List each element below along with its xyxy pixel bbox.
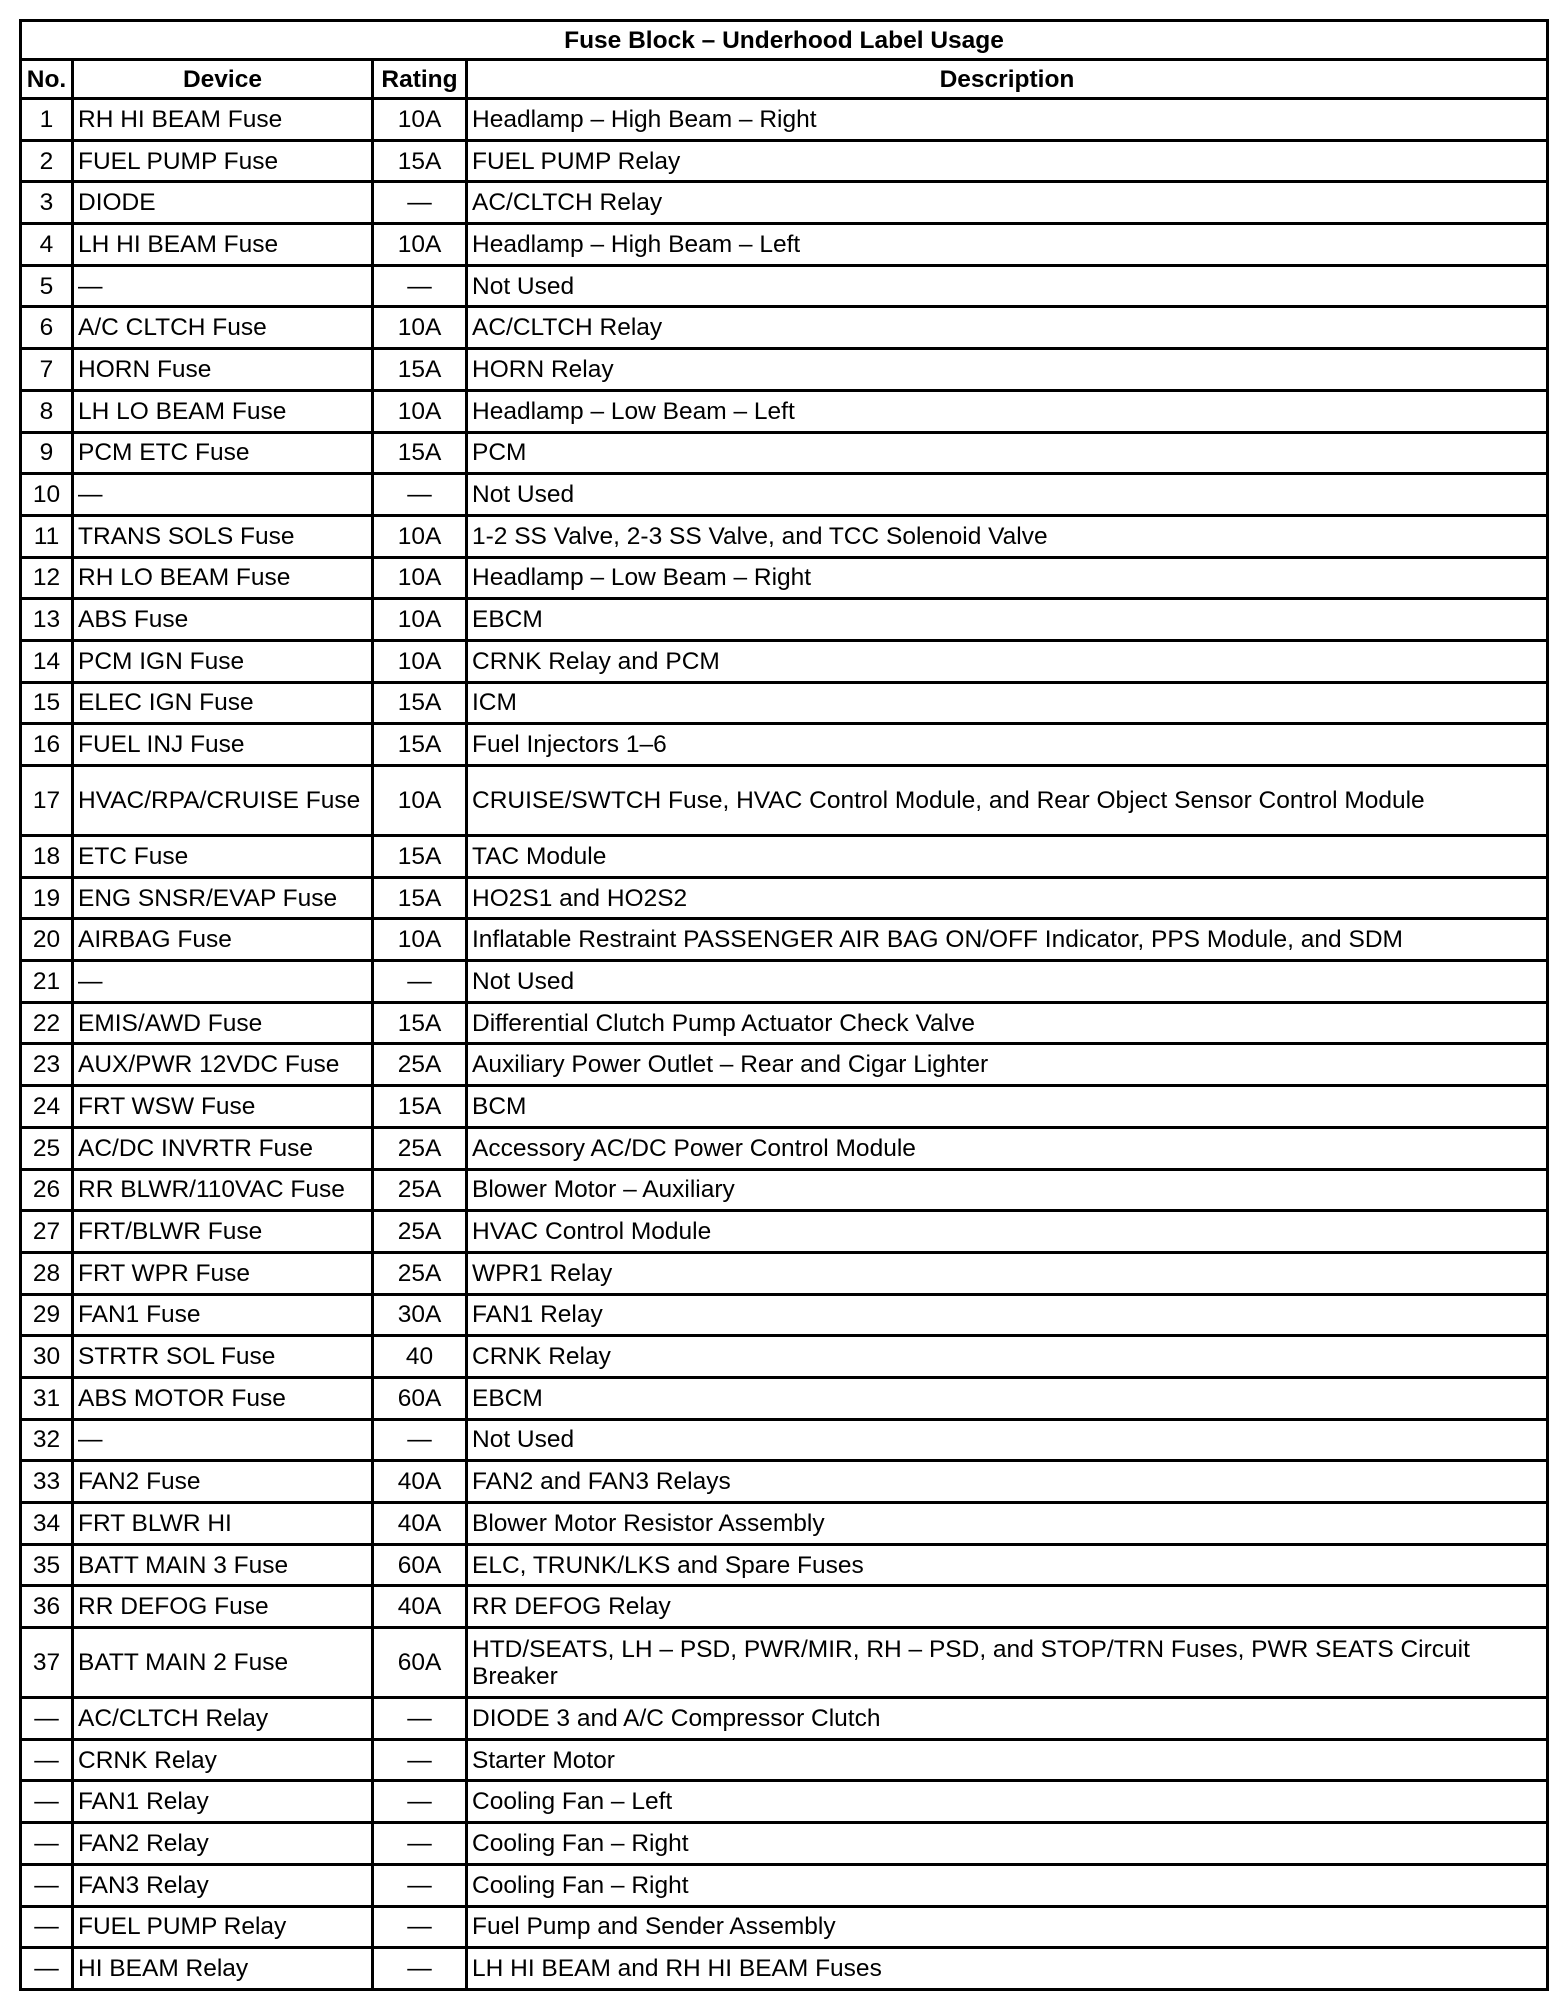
cell-device: ELEC IGN Fuse <box>73 682 373 724</box>
cell-no: 35 <box>21 1544 73 1586</box>
table-row <box>21 1169 1548 1211</box>
cell-rating: 25A <box>373 1127 467 1169</box>
cell-device: FAN3 Relay <box>73 1864 373 1906</box>
cell-device: — <box>73 474 373 516</box>
cell-no: — <box>21 1698 73 1740</box>
cell-device: FAN2 Relay <box>73 1823 373 1865</box>
table-row <box>21 265 1548 307</box>
cell-rating: 10A <box>373 307 467 349</box>
cell-description: FUEL PUMP Relay <box>467 140 1548 182</box>
table-row <box>21 1739 1548 1781</box>
cell-description: Inflatable Restraint PASSENGER AIR BAG ON/OFF Indicator, PPS Module, and SDM <box>467 919 1548 961</box>
cell-no: 30 <box>21 1336 73 1378</box>
cell-device: AUX/PWR 12VDC Fuse <box>73 1044 373 1086</box>
cell-rating: — <box>373 265 467 307</box>
cell-description: Not Used <box>467 474 1548 516</box>
cell-description: Starter Motor <box>467 1739 1548 1781</box>
cell-device: RR BLWR/110VAC Fuse <box>73 1169 373 1211</box>
cell-rating: 10A <box>373 515 467 557</box>
table-row <box>21 1002 1548 1044</box>
cell-rating: 60A <box>373 1628 467 1698</box>
table-row <box>21 1252 1548 1294</box>
cell-rating: — <box>373 1823 467 1865</box>
cell-device: TRANS SOLS Fuse <box>73 515 373 557</box>
cell-description: Blower Motor – Auxiliary <box>467 1169 1548 1211</box>
cell-rating: 25A <box>373 1169 467 1211</box>
table-row <box>21 766 1548 836</box>
cell-rating: 30A <box>373 1294 467 1336</box>
cell-device: FRT/BLWR Fuse <box>73 1211 373 1253</box>
cell-rating: 15A <box>373 1086 467 1128</box>
cell-rating: 15A <box>373 432 467 474</box>
cell-rating: 15A <box>373 836 467 878</box>
table-row <box>21 836 1548 878</box>
cell-rating: 10A <box>373 390 467 432</box>
cell-device: FUEL INJ Fuse <box>73 724 373 766</box>
table-row <box>21 557 1548 599</box>
cell-device: AIRBAG Fuse <box>73 919 373 961</box>
cell-no: 17 <box>21 766 73 836</box>
table-row <box>21 1698 1548 1740</box>
cell-description: Not Used <box>467 961 1548 1003</box>
cell-description: FAN2 and FAN3 Relays <box>467 1461 1548 1503</box>
cell-no: 24 <box>21 1086 73 1128</box>
cell-device: FRT BLWR HI <box>73 1503 373 1545</box>
cell-no: 28 <box>21 1252 73 1294</box>
cell-description: Fuel Pump and Sender Assembly <box>467 1906 1548 1948</box>
table-row <box>21 724 1548 766</box>
table-row <box>21 919 1548 961</box>
cell-description: Fuel Injectors 1–6 <box>467 724 1548 766</box>
cell-description: Headlamp – Low Beam – Right <box>467 557 1548 599</box>
table-row <box>21 390 1548 432</box>
fuse-table-sheet <box>19 19 1549 1991</box>
cell-description: DIODE 3 and A/C Compressor Clutch <box>467 1698 1548 1740</box>
cell-no: 31 <box>21 1377 73 1419</box>
cell-no: 29 <box>21 1294 73 1336</box>
cell-device: LH LO BEAM Fuse <box>73 390 373 432</box>
cell-rating: — <box>373 1864 467 1906</box>
cell-device: BATT MAIN 3 Fuse <box>73 1544 373 1586</box>
cell-no: 22 <box>21 1002 73 1044</box>
cell-device: BATT MAIN 2 Fuse <box>73 1628 373 1698</box>
table-title-row <box>21 21 1548 60</box>
cell-rating: — <box>373 474 467 516</box>
cell-no: 1 <box>21 99 73 141</box>
cell-description: Accessory AC/DC Power Control Module <box>467 1127 1548 1169</box>
table-title: Fuse Block – Underhood Label Usage <box>21 21 1548 60</box>
cell-no: — <box>21 1739 73 1781</box>
table-row <box>21 1823 1548 1865</box>
cell-rating: — <box>373 1698 467 1740</box>
cell-device: FAN1 Fuse <box>73 1294 373 1336</box>
cell-rating: 25A <box>373 1044 467 1086</box>
cell-rating: — <box>373 961 467 1003</box>
cell-description: AC/CLTCH Relay <box>467 182 1548 224</box>
cell-description: Differential Clutch Pump Actuator Check Valve <box>467 1002 1548 1044</box>
cell-no: 3 <box>21 182 73 224</box>
cell-description: EBCM <box>467 599 1548 641</box>
cell-rating: 15A <box>373 140 467 182</box>
header-rating: Rating <box>373 60 467 99</box>
table-row <box>21 182 1548 224</box>
table-row <box>21 1127 1548 1169</box>
cell-no: 37 <box>21 1628 73 1698</box>
cell-rating: 15A <box>373 724 467 766</box>
cell-description: Headlamp – Low Beam – Left <box>467 390 1548 432</box>
cell-no: 12 <box>21 557 73 599</box>
cell-device: FUEL PUMP Fuse <box>73 140 373 182</box>
table-row <box>21 682 1548 724</box>
table-row <box>21 307 1548 349</box>
table-row <box>21 99 1548 141</box>
cell-rating: 15A <box>373 682 467 724</box>
cell-device: HVAC/RPA/CRUISE Fuse <box>73 766 373 836</box>
cell-device: AC/CLTCH Relay <box>73 1698 373 1740</box>
cell-device: ABS MOTOR Fuse <box>73 1377 373 1419</box>
cell-device: FAN2 Fuse <box>73 1461 373 1503</box>
cell-description: EBCM <box>467 1377 1548 1419</box>
cell-no: 10 <box>21 474 73 516</box>
cell-no: 16 <box>21 724 73 766</box>
cell-no: 26 <box>21 1169 73 1211</box>
cell-description: Not Used <box>467 1419 1548 1461</box>
cell-no: 19 <box>21 877 73 919</box>
cell-device: PCM IGN Fuse <box>73 640 373 682</box>
cell-device: HI BEAM Relay <box>73 1948 373 1990</box>
table-row <box>21 432 1548 474</box>
cell-no: — <box>21 1864 73 1906</box>
cell-no: 21 <box>21 961 73 1003</box>
table-row <box>21 599 1548 641</box>
cell-device: AC/DC INVRTR Fuse <box>73 1127 373 1169</box>
cell-device: RH HI BEAM Fuse <box>73 99 373 141</box>
cell-rating: 25A <box>373 1211 467 1253</box>
cell-description: HORN Relay <box>467 349 1548 391</box>
fuse-table <box>19 19 1549 1991</box>
cell-device: STRTR SOL Fuse <box>73 1336 373 1378</box>
cell-description: Cooling Fan – Right <box>467 1864 1548 1906</box>
cell-rating: — <box>373 1739 467 1781</box>
header-description: Description <box>467 60 1548 99</box>
cell-description: RR DEFOG Relay <box>467 1586 1548 1628</box>
cell-description: BCM <box>467 1086 1548 1128</box>
table-row <box>21 1419 1548 1461</box>
table-row <box>21 1461 1548 1503</box>
cell-rating: — <box>373 1419 467 1461</box>
cell-device: EMIS/AWD Fuse <box>73 1002 373 1044</box>
cell-no: 15 <box>21 682 73 724</box>
cell-device: — <box>73 265 373 307</box>
cell-no: 32 <box>21 1419 73 1461</box>
cell-no: — <box>21 1823 73 1865</box>
table-row <box>21 1044 1548 1086</box>
cell-device: A/C CLTCH Fuse <box>73 307 373 349</box>
cell-description: HO2S1 and HO2S2 <box>467 877 1548 919</box>
cell-description: AC/CLTCH Relay <box>467 307 1548 349</box>
table-row <box>21 1544 1548 1586</box>
cell-rating: 40A <box>373 1586 467 1628</box>
cell-description: FAN1 Relay <box>467 1294 1548 1336</box>
table-row <box>21 349 1548 391</box>
cell-description: ELC, TRUNK/LKS and Spare Fuses <box>467 1544 1548 1586</box>
cell-device: — <box>73 961 373 1003</box>
table-row <box>21 640 1548 682</box>
cell-rating: 10A <box>373 99 467 141</box>
table-header-row <box>21 60 1548 99</box>
cell-no: 5 <box>21 265 73 307</box>
cell-no: 25 <box>21 1127 73 1169</box>
table-row <box>21 1086 1548 1128</box>
cell-device: ABS Fuse <box>73 599 373 641</box>
table-row <box>21 877 1548 919</box>
cell-no: 14 <box>21 640 73 682</box>
table-row <box>21 1781 1548 1823</box>
cell-description: 1-2 SS Valve, 2-3 SS Valve, and TCC Solenoid Valve <box>467 515 1548 557</box>
cell-description: Blower Motor Resistor Assembly <box>467 1503 1548 1545</box>
cell-description: HTD/SEATS, LH – PSD, PWR/MIR, RH – PSD, and STOP/TRN Fuses, PWR SEATS Circuit Breaker <box>467 1628 1548 1698</box>
cell-device: CRNK Relay <box>73 1739 373 1781</box>
cell-description: CRNK Relay <box>467 1336 1548 1378</box>
cell-description: LH HI BEAM and RH HI BEAM Fuses <box>467 1948 1548 1990</box>
cell-device: PCM ETC Fuse <box>73 432 373 474</box>
cell-no: — <box>21 1948 73 1990</box>
cell-no: 13 <box>21 599 73 641</box>
cell-rating: 10A <box>373 919 467 961</box>
cell-rating: 60A <box>373 1377 467 1419</box>
cell-no: 20 <box>21 919 73 961</box>
cell-rating: 40 <box>373 1336 467 1378</box>
cell-device: DIODE <box>73 182 373 224</box>
cell-description: Cooling Fan – Right <box>467 1823 1548 1865</box>
cell-description: TAC Module <box>467 836 1548 878</box>
cell-description: PCM <box>467 432 1548 474</box>
cell-no: 6 <box>21 307 73 349</box>
cell-device: FRT WSW Fuse <box>73 1086 373 1128</box>
cell-device: FAN1 Relay <box>73 1781 373 1823</box>
table-row <box>21 1503 1548 1545</box>
cell-rating: 15A <box>373 1002 467 1044</box>
cell-no: 4 <box>21 224 73 266</box>
cell-description: Not Used <box>467 265 1548 307</box>
cell-no: 7 <box>21 349 73 391</box>
table-row <box>21 1948 1548 1990</box>
table-row <box>21 1294 1548 1336</box>
cell-rating: 25A <box>373 1252 467 1294</box>
cell-device: — <box>73 1419 373 1461</box>
cell-rating: 10A <box>373 557 467 599</box>
cell-no: 23 <box>21 1044 73 1086</box>
table-row <box>21 140 1548 182</box>
cell-device: LH HI BEAM Fuse <box>73 224 373 266</box>
cell-device: FUEL PUMP Relay <box>73 1906 373 1948</box>
table-row <box>21 1628 1548 1698</box>
cell-rating: — <box>373 182 467 224</box>
table-row <box>21 961 1548 1003</box>
cell-rating: — <box>373 1781 467 1823</box>
cell-rating: 15A <box>373 349 467 391</box>
cell-rating: 10A <box>373 766 467 836</box>
cell-description: WPR1 Relay <box>467 1252 1548 1294</box>
cell-rating: 10A <box>373 599 467 641</box>
header-device: Device <box>73 60 373 99</box>
cell-device: HORN Fuse <box>73 349 373 391</box>
header-no: No. <box>21 60 73 99</box>
cell-no: 9 <box>21 432 73 474</box>
cell-description: CRUISE/SWTCH Fuse, HVAC Control Module, and Rear Object Sensor Control Module <box>467 766 1548 836</box>
cell-no: 2 <box>21 140 73 182</box>
cell-description: Headlamp – High Beam – Right <box>467 99 1548 141</box>
cell-rating: 15A <box>373 877 467 919</box>
cell-device: ENG SNSR/EVAP Fuse <box>73 877 373 919</box>
table-row <box>21 1864 1548 1906</box>
cell-device: ETC Fuse <box>73 836 373 878</box>
cell-no: — <box>21 1906 73 1948</box>
cell-no: 11 <box>21 515 73 557</box>
cell-rating: — <box>373 1906 467 1948</box>
cell-description: CRNK Relay and PCM <box>467 640 1548 682</box>
cell-device: FRT WPR Fuse <box>73 1252 373 1294</box>
cell-rating: 10A <box>373 640 467 682</box>
table-row <box>21 224 1548 266</box>
cell-no: 36 <box>21 1586 73 1628</box>
cell-no: 8 <box>21 390 73 432</box>
cell-description: Headlamp – High Beam – Left <box>467 224 1548 266</box>
cell-rating: — <box>373 1948 467 1990</box>
cell-no: 33 <box>21 1461 73 1503</box>
table-row <box>21 1211 1548 1253</box>
table-row <box>21 1336 1548 1378</box>
cell-no: — <box>21 1781 73 1823</box>
cell-description: Auxiliary Power Outlet – Rear and Cigar Lighter <box>467 1044 1548 1086</box>
cell-description: ICM <box>467 682 1548 724</box>
cell-rating: 60A <box>373 1544 467 1586</box>
cell-description: HVAC Control Module <box>467 1211 1548 1253</box>
cell-rating: 10A <box>373 224 467 266</box>
cell-description: Cooling Fan – Left <box>467 1781 1548 1823</box>
table-row <box>21 1586 1548 1628</box>
table-row <box>21 515 1548 557</box>
cell-no: 18 <box>21 836 73 878</box>
table-row <box>21 1377 1548 1419</box>
cell-rating: 40A <box>373 1503 467 1545</box>
cell-device: RH LO BEAM Fuse <box>73 557 373 599</box>
cell-no: 34 <box>21 1503 73 1545</box>
cell-device: RR DEFOG Fuse <box>73 1586 373 1628</box>
cell-rating: 40A <box>373 1461 467 1503</box>
table-body <box>21 99 1548 1990</box>
table-row <box>21 474 1548 516</box>
table-row <box>21 1906 1548 1948</box>
cell-no: 27 <box>21 1211 73 1253</box>
